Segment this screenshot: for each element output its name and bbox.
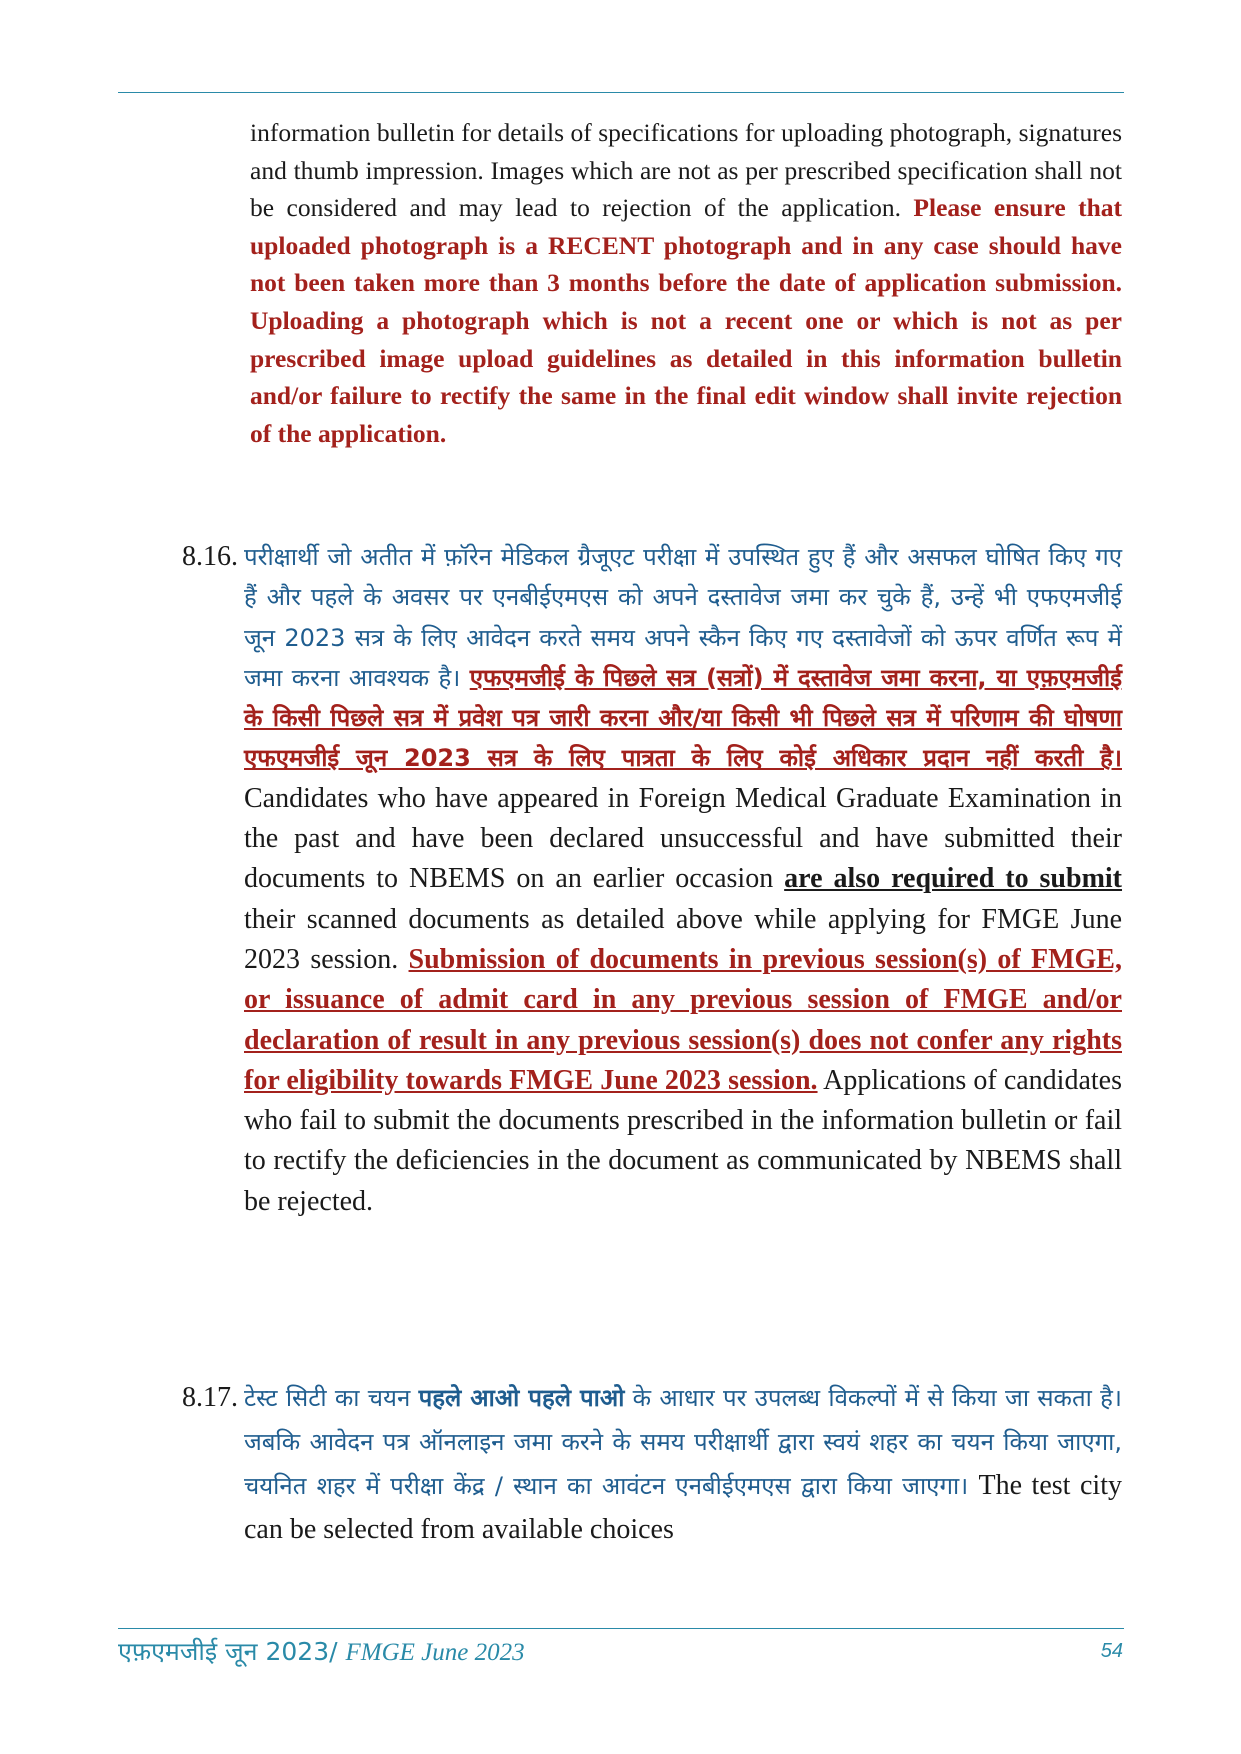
english-text: Candidates who have appeared in Foreign Medical Graduate Examination in the past and have been declared unsuccessful and have submitted their documents to NBEMS on an earlier occasion [244,782,1122,895]
english-warning: Submission of documents in previous session(s) of FMGE, or issuance of admit card in any previous session of FMGE and/or declaration of result in any previous session(s) does not confer any rights for eligibility towards FMGE June 2023 session. [244,943,1122,1096]
hindi-text: टेस्ट सिटी का चयन [244,1384,419,1412]
english-text: The test city can be selected from available choices [244,1470,1122,1545]
footer-title [118,1634,525,1668]
section-8-16 [182,537,1122,1222]
hindi-emphasis: पहले आओ पहले पाओ [418,1384,625,1412]
section-number: 8.16. [182,541,238,572]
hindi-text-2: के आधार पर उपलब्ध विकल्पों में से किया जा सकता है। जबकि आवेदन पत्र ऑनलाइन जमा करने के समय परीक्षार्थी द्वारा स्वयं शहर का चयन किया जाएगा, चयनित शहर में परीक्षा केंद्र / स्थान का आवंटन एनबीईएमएस द्वारा किया जाएगा। [244,1384,1122,1500]
section-number: 8.17. [182,1382,238,1413]
english-text-2: their scanned documents as detailed above while applying for FMGE June 2023 session. [244,903,1122,975]
footer-english: FMGE June 2023 [345,1639,525,1666]
hindi-text: परीक्षार्थी जो अतीत में फ़ॉरेन मेडिकल ग्रैजूएट परीक्षा में उपस्थित हुए हैं और असफल घोषित किए गए हैं और पहले के अवसर पर एनबीईएमएस को अपने दस्तावेज जमा कर चुके हैं, उन्हें भी एफएमजीई जून 2023 सत्र के लिए आवेदन करते समय अपने स्कैन किए गए दस्तावेजों को ऊपर वर्णित रूप में जमा करना आवश्यक है। [244,543,1122,692]
hindi-warning: एफएमजीई के पिछले सत्र (सत्रों) में दस्तावेज जमा करना, या एफ़एमजीई के किसी पिछले सत्र में प्रवेश पत्र जारी करना और/या किसी भी पिछले सत्र में परिणाम की घोषणा एफएमजीई जून 2023 सत्र के लिए पात्रता के लिए कोई अधिकार प्रदान नहीं करती है। [244,663,1122,773]
section-8-16-body [244,537,1122,1222]
page-number: 54 [1100,1640,1123,1662]
paragraph-photo-specification [250,114,1122,452]
header-rule [118,92,1124,93]
photo-spec-text: information bulletin for details of specifications for uploading photograph, signatures and thumb impression. Images which are not as per prescribed specification shall not be considered and may lead to rejection of the application. [250,118,1122,223]
footer-hindi: एफ़एमजीई जून 2023/ [118,1637,346,1666]
footer-rule [118,1628,1124,1629]
english-text-3: Applications of candidates who fail to submit the documents prescribed in the information bulletin or fail to rectify the deficiencies in the document as communicated by NBEMS shall be rejected. [244,1064,1122,1217]
photo-recent-warning: Please ensure that uploaded photograph is a RECENT photograph and in any case should have not been taken more than 3 months before the date of application submission. Uploading a photograph which is not a recent one or which is not as per prescribed image upload guidelines as detailed in this information bulletin and/or failure to rectify the same in the final edit window shall invite rejection of the application. [250,193,1123,448]
section-8-17 [182,1376,1122,1552]
required-emphasis: are also required to submit [784,863,1123,895]
section-8-17-body [244,1376,1122,1552]
